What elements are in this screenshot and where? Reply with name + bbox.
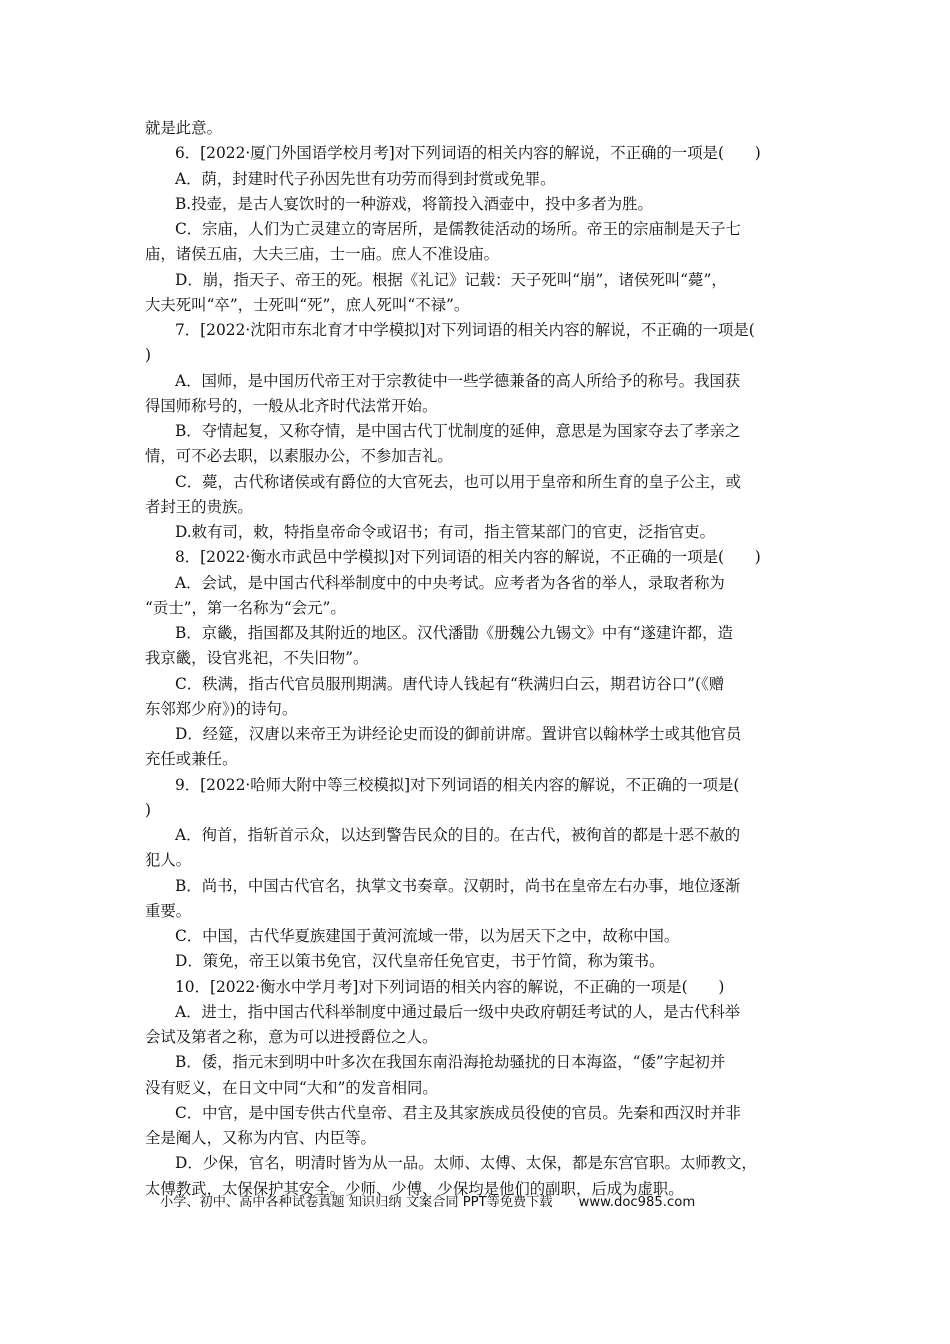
text-line: B.投壶，是古人宴饮时的一种游戏，将箭投入酒壶中，投中多者为胜。 <box>175 194 653 213</box>
text-line: 太傅教武，太保保护其安全。少师、少傅、少保均是他们的副职，后成为虚职。 <box>145 1179 684 1198</box>
text-line: 大夫死叫“卒”，士死叫“死”，庶人死叫“不禄”。 <box>145 295 470 314</box>
text-line: A．荫，封建时代子孙因先世有功劳而得到封赏或免罪。 <box>175 169 556 188</box>
text-line: C．薨，古代称诸侯或有爵位的大官死去，也可以用于皇帝和所生育的皇子公主，或 <box>175 472 741 491</box>
text-line: A．进士，指中国古代科举制度中通过最后一级中央政府朝廷考试的人，是古代科举 <box>175 1002 741 1021</box>
text-line: 10．[2022·衡水中学月考]对下列词语的相关内容的解说，不正确的一项是( ) <box>175 977 725 996</box>
text-line: 重要。 <box>145 901 192 920</box>
text-line: C．中国，古代华夏族建国于黄河流域一带，以为居天下之中，故称中国。 <box>175 927 680 945</box>
text-line: A．会试，是中国古代科举制度中的中央考试。应考者为各省的举人，录取者称为 <box>175 573 725 592</box>
text-line: 6．[2022·厦门外国语学校月考]对下列词语的相关内容的解说，不正确的一项是( ) <box>175 144 761 163</box>
text-line: 庙，诸侯五庙，大夫三庙，士一庙。庶人不准设庙。 <box>145 245 499 264</box>
page-footer <box>160 1194 800 1212</box>
text-line: B．京畿，指国都及其附近的地区。汉代潘勖《册魏公九锡文》中有“遂建许都，造 <box>175 624 733 642</box>
text-line: 得国师称号的，一般从北齐时代法常开始。 <box>145 396 438 415</box>
text-line: B．倭，指元末到明中叶多次在我国东南沿海抢劫骚扰的日本海盗，“倭”字起初并 <box>175 1053 726 1072</box>
text-line: D．经筵，汉唐以来帝王为讲经论史而设的御前讲席。置讲官以翰林学士或其他官员 <box>175 725 742 743</box>
text-line: 8．[2022·衡水市武邑中学模拟]对下列词语的相关内容的解说，不正确的一项是( ) <box>175 548 761 567</box>
text-line: 会试及第者之称，意为可以进授爵位之人。 <box>145 1028 438 1046</box>
text-line: 9．[2022·哈师大附中等三校模拟]对下列词语的相关内容的解说，不正确的一项是( <box>175 775 740 794</box>
text-line: C．秩满，指古代官员服刑期满。唐代诗人钱起有“秩满归白云，期君访谷口”(《赠 <box>175 674 725 693</box>
text-line: 犯人。 <box>145 851 192 870</box>
text-line: 就是此意。 <box>145 119 222 137</box>
text-line: D．策免，帝王以策书免官，汉代皇帝任免官吏，书于竹简，称为策书。 <box>175 952 665 971</box>
footer-url[interactable]: www.doc985.com <box>578 1195 696 1210</box>
text-line: 我京畿，设官兆祀，不失旧物”。 <box>145 649 369 668</box>
text-line: “贡士”，第一名称为“会元”。 <box>145 598 346 617</box>
text-line: C．宗庙，人们为亡灵建立的寄居所，是儒教徒活动的场所。帝王的宗庙制是天子七 <box>175 220 741 238</box>
text-line: 者封王的贵族。 <box>145 497 253 516</box>
text-line: D．崩，指天子、帝王的死。根据《礼记》记载：天子死叫“崩”，诸侯死叫“薨”， <box>175 270 727 289</box>
text-line: 充任或兼任。 <box>145 750 238 769</box>
text-line: A．徇首，指斩首示众，以达到警告民众的目的。在古代，被徇首的都是十恶不赦的 <box>175 826 741 844</box>
text-line: 东邻郑少府》)的诗句。 <box>145 699 298 718</box>
text-line: D．少保，官名，明清时皆为从一品。太师、太傅、太保，都是东宫官职。太师教文， <box>175 1154 757 1173</box>
text-line: C．中官，是中国专供古代皇帝、君主及其家族成员役使的官员。先秦和西汉时并非 <box>175 1103 741 1122</box>
text-line: ) <box>145 346 152 365</box>
text-line: 全是阉人，又称为内官、内臣等。 <box>145 1129 376 1147</box>
text-line: 7．[2022·沈阳市东北育才中学模拟]对下列词语的相关内容的解说，不正确的一项是( <box>175 321 755 339</box>
text-line: 没有贬义，在日文中同“大和”的发音相同。 <box>145 1078 438 1097</box>
text-line: 情，可不必去职，以素服办公，不参加吉礼。 <box>145 447 453 466</box>
text-line: D.敕有司，敕，特指皇帝命令或诏书；有司，指主管某部门的官吏，泛指官吏。 <box>175 523 715 541</box>
text-line: B．夺情起复，又称夺情，是中国古代丁忧制度的延伸，意思是为国家夺去了孝亲之 <box>175 422 741 440</box>
text-line: ) <box>145 800 152 819</box>
text-line: A．国师，是中国历代帝王对于宗教徒中一些学德兼备的高人所给予的称号。我国获 <box>175 371 741 390</box>
footer-text: 小学、初中、高中各种试卷真题 知识归纳 文案合同 PPT等免费下载 <box>160 1195 553 1210</box>
text-line: B．尚书，中国古代官名，执掌文书奏章。汉朝时，尚书在皇帝左右办事，地位逐渐 <box>175 876 741 895</box>
